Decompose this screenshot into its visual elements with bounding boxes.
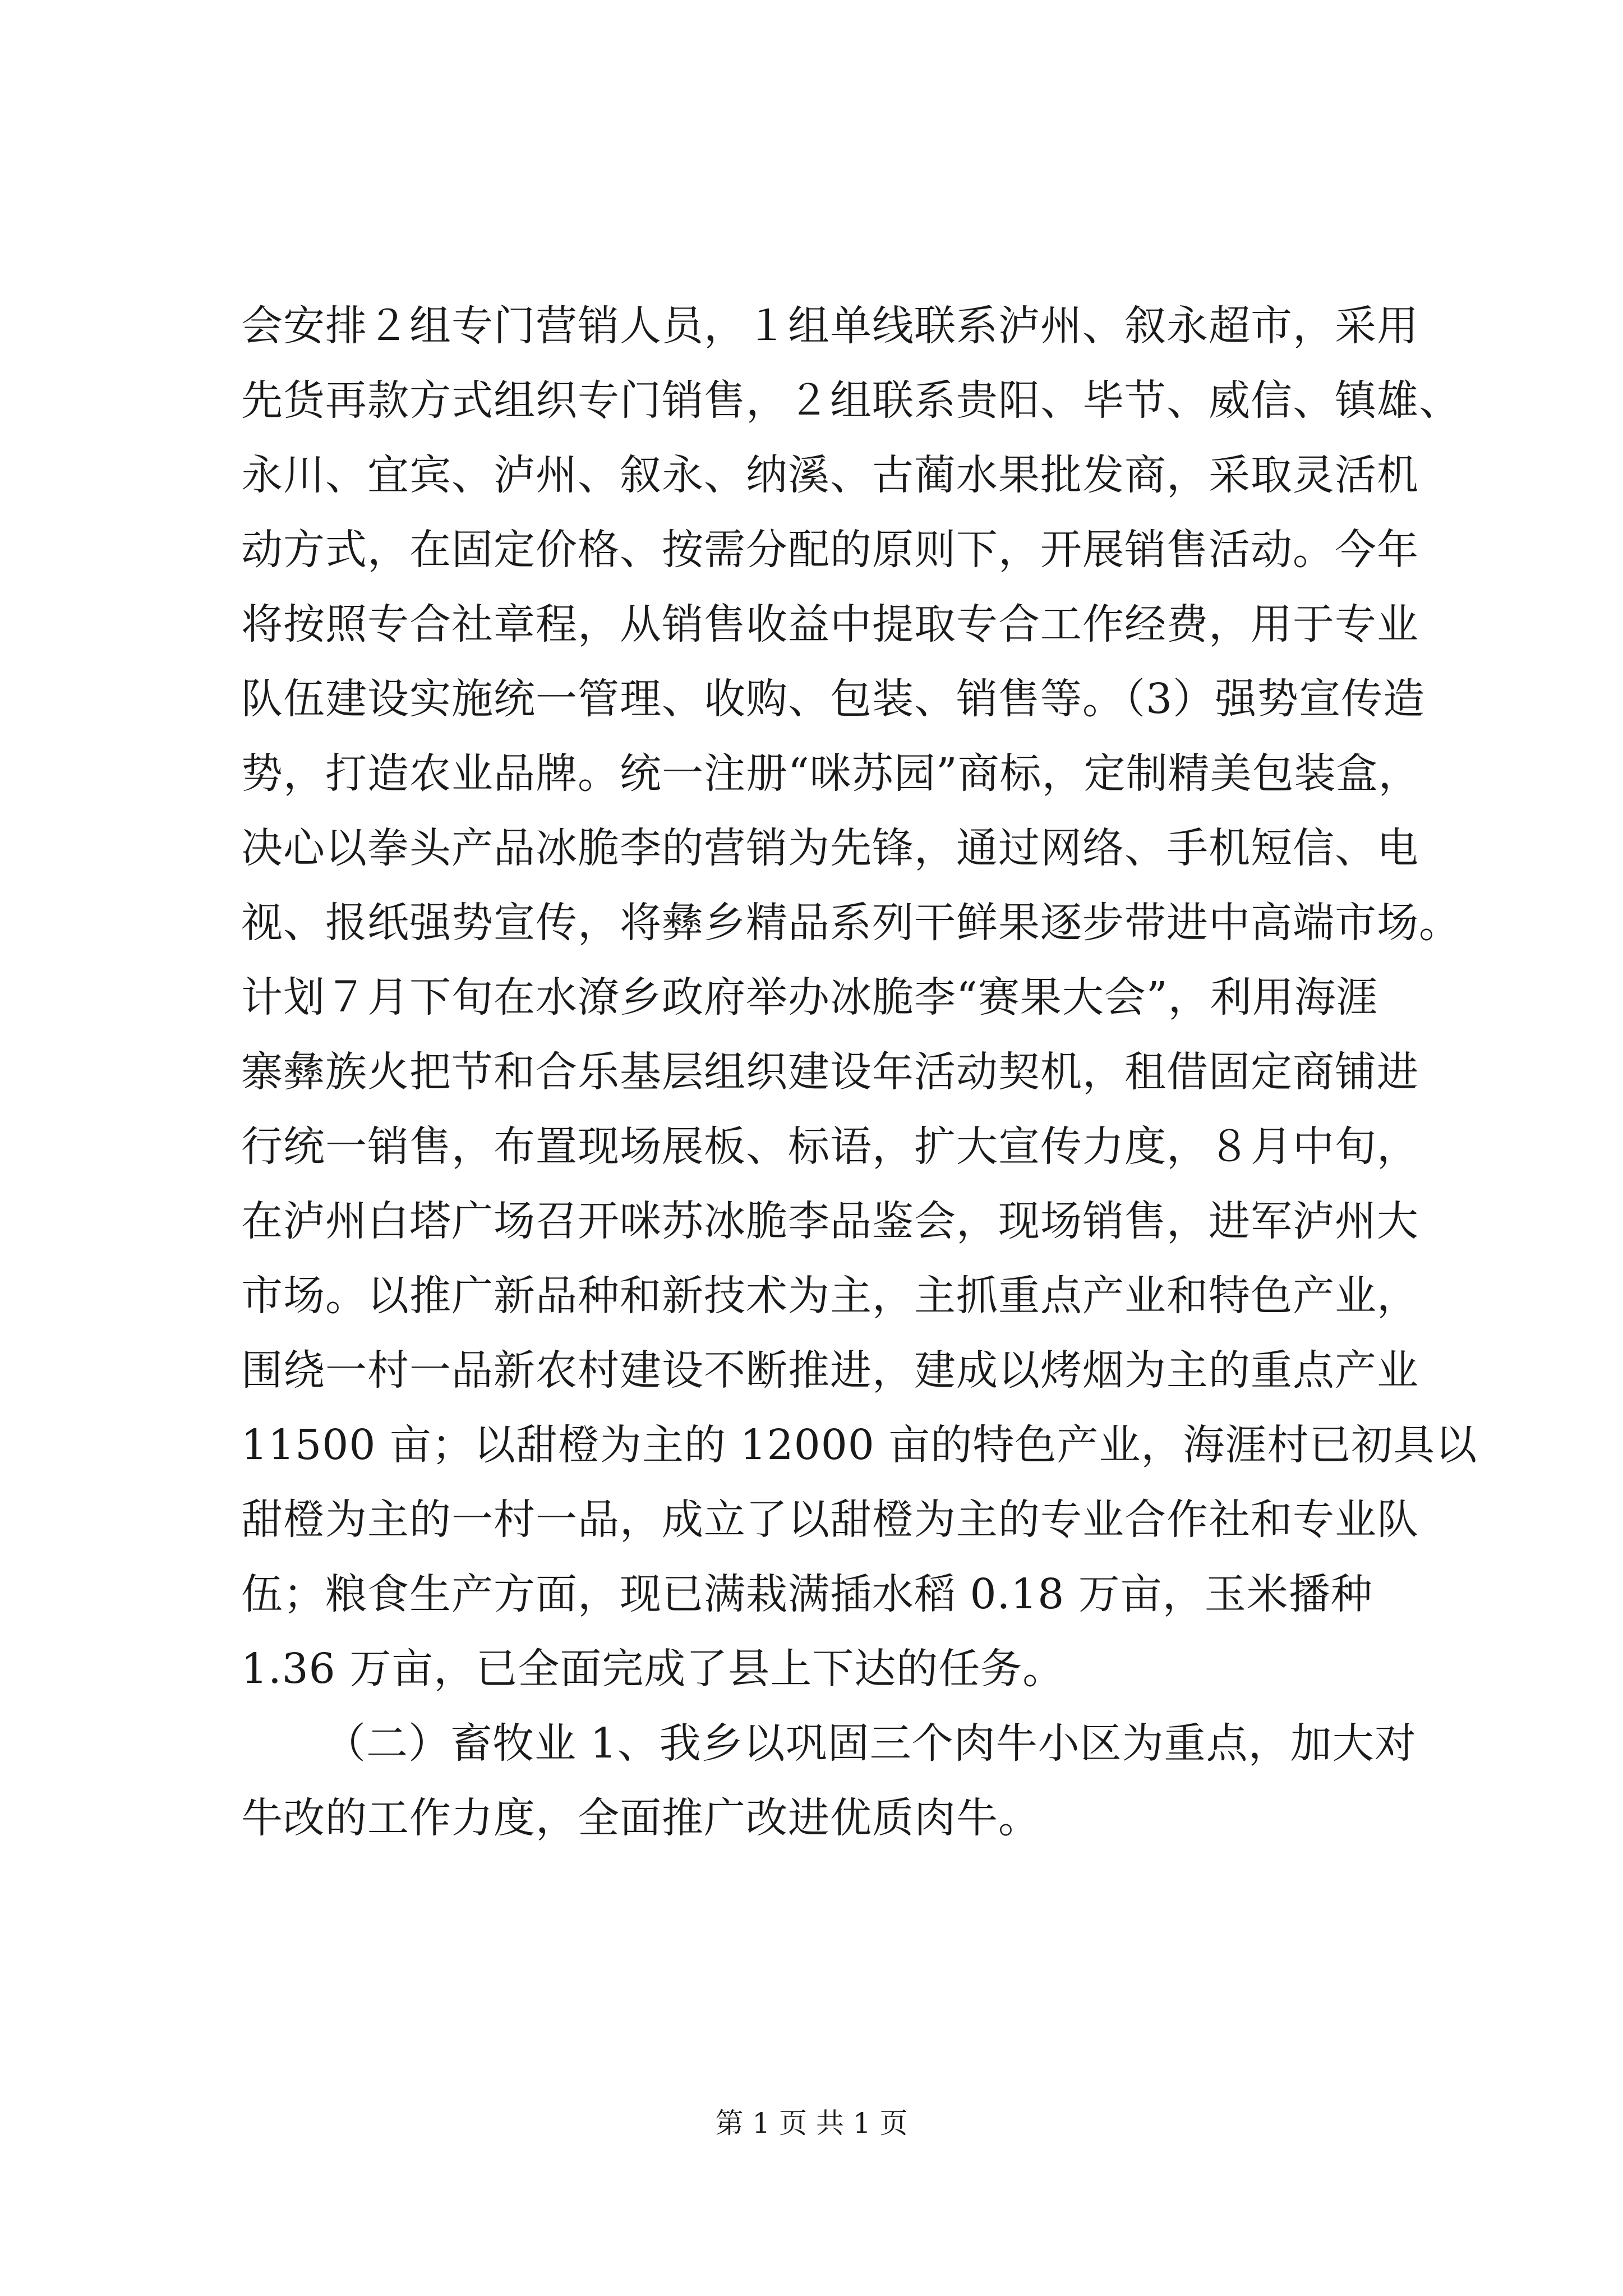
text-line: 计划７月下旬在水潦乡政府举办冰脆李“赛果大会”，利用海涯: [241, 973, 1378, 1022]
text-line: 视、报纸强势宣传，将彝乡精品系列干鲜果逐步带进中高端市场。: [241, 899, 1461, 947]
text-line: 决心以拳头产品冰脆李的营销为先锋，通过网络、手机短信、电: [241, 824, 1419, 872]
text-line: 1.36 万亩，已全面完成了县上下达的任务。: [241, 1645, 1065, 1693]
text-line: 在泸州白塔广场召开咪苏冰脆李品鉴会，现场销售，进军泸州大: [241, 1197, 1419, 1245]
text-line: 牛改的工作力度，全面推广改进优质肉牛。: [241, 1794, 1040, 1842]
text-line: 动方式，在固定价格、按需分配的原则下，开展销售活动。今年: [241, 526, 1419, 574]
text-line: 先货再款方式组织专门销售，２组联系贵阳、毕节、威信、镇雄、: [241, 376, 1461, 425]
text-line: 会安排２组专门营销人员，１组单线联系泸州、叙永超市，采用: [241, 302, 1419, 350]
body-text: [241, 289, 1478, 1856]
text-line: 将按照专合社章程，从销售收益中提取专合工作经费，用于专业: [241, 600, 1419, 648]
page-footer: 第 1 页 共 1 页: [715, 2107, 908, 2139]
text-line: 市场。以推广新品种和新技术为主，主抓重点产业和特色产业，: [241, 1272, 1419, 1320]
text-line: 围绕一村一品新农村建设不断推进，建成以烤烟为主的重点产业: [241, 1346, 1419, 1395]
text-line: 势，打造农业品牌。统一注册“咪苏园”商标，定制精美包装盒，: [241, 749, 1421, 798]
text-line: 11500 亩；以甜橙为主的 12000 亩的特色产业，海涯村已初具以: [241, 1421, 1478, 1469]
text-line: 甜橙为主的一村一品，成立了以甜橙为主的专业合作社和专业队: [241, 1496, 1419, 1544]
paragraph-start-line: （二）畜牧业 1、我乡以巩固三个肉牛小区为重点，加大对: [324, 1719, 1417, 1768]
text-line: 伍；粮食生产方面，现已满栽满插水稻 0.18 万亩，玉米播种: [241, 1570, 1373, 1618]
text-line: 永川、宜宾、泸州、叙永、纳溪、古蔺水果批发商，采取灵活机: [241, 451, 1419, 499]
text-line: 行统一销售，布置现场展板、标语，扩大宣传力度，８月中旬，: [241, 1122, 1419, 1171]
text-line: 队伍建设实施统一管理、收购、包装、销售等。（3）强势宣传造: [241, 675, 1426, 723]
text-line: 寨彝族火把节和合乐基层组织建设年活动契机，租借固定商铺进: [241, 1048, 1419, 1096]
